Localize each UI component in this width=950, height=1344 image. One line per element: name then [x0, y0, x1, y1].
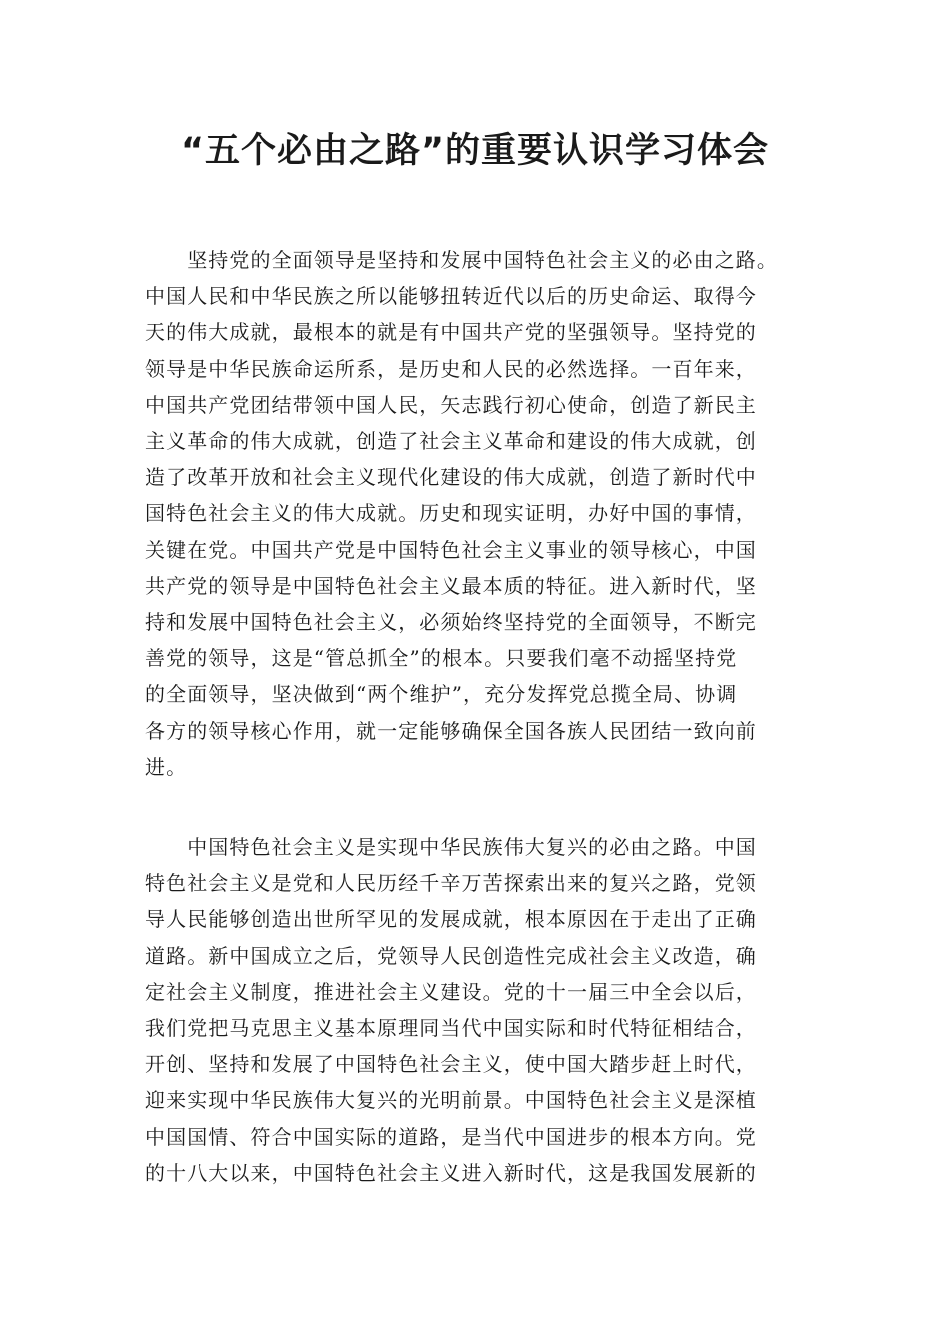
text-line: 国特色社会主义的伟大成就。历史和现实证明，办好中国的事情， — [145, 501, 757, 526]
text-line: 开创、坚持和发展了中国特色社会主义，使中国大踏步赶上时代， — [145, 1052, 757, 1077]
text-line: 各方的领导核心作用，就一定能够确保全国各族人民团结一致向前 — [145, 718, 757, 743]
text-line: 进。 — [145, 754, 188, 779]
text-line: 我们党把马克思主义基本原理同当代中国实际和时代特征相结合， — [145, 1016, 757, 1041]
text-line: 共产党的领导是中国特色社会主义最本质的特征。进入新时代，坚 — [145, 573, 757, 598]
text-line: 的十八大以来，中国特色社会主义进入新时代，这是我国发展新的 — [145, 1160, 757, 1185]
paragraph-1 — [145, 242, 805, 785]
text-line: 领导是中华民族命运所系，是历史和人民的必然选择。一百年来， — [145, 356, 757, 381]
text-line: 中国国情、符合中国实际的道路，是当代中国进步的根本方向。党 — [145, 1124, 757, 1149]
text-line: 天的伟大成就，最根本的就是有中国共产党的坚强领导。坚持党的 — [145, 320, 757, 345]
text-line: 的全面领导，坚决做到“两个维护”，充分发挥党总揽全局、协调 — [145, 682, 738, 707]
text-line: 道路。新中国成立之后，党领导人民创造性完成社会主义改造，确 — [145, 943, 757, 968]
text-line: 中国特色社会主义是实现中华民族伟大复兴的必由之路。中国 — [145, 835, 757, 859]
text-line: 定社会主义制度，推进社会主义建设。党的十一届三中全会以后， — [145, 979, 757, 1004]
text-line: 导人民能够创造出世所罕见的发展成就，根本原因在于走出了正确 — [145, 907, 757, 932]
text-line: 关键在党。中国共产党是中国特色社会主义事业的领导核心，中国 — [145, 537, 757, 562]
text-line: 造了改革开放和社会主义现代化建设的伟大成就，创造了新时代中 — [145, 465, 757, 490]
text-line: 善党的领导，这是“管总抓全”的根本。只要我们毫不动摇坚持党 — [145, 646, 738, 671]
paragraph-2 — [145, 829, 805, 1191]
text-line: 主义革命的伟大成就，创造了社会主义革命和建设的伟大成就，创 — [145, 429, 757, 454]
text-line: 特色社会主义是党和人民历经千辛万苦探索出来的复兴之路，党领 — [145, 871, 757, 896]
text-line: 中国人民和中华民族之所以能够扭转近代以后的历史命运、取得今 — [145, 284, 757, 309]
text-line: 持和发展中国特色社会主义，必须始终坚持党的全面领导，不断完 — [145, 610, 757, 635]
text-line: 坚持党的全面领导是坚持和发展中国特色社会主义的必由之路。 — [145, 248, 778, 272]
text-line: 中国共产党团结带领中国人民，矢志践行初心使命，创造了新民主 — [145, 392, 757, 417]
text-line: 迎来实现中华民族伟大复兴的光明前景。中国特色社会主义是深植 — [145, 1088, 757, 1113]
document-title: “五个必由之路”的重要认识学习体会 — [180, 131, 769, 171]
